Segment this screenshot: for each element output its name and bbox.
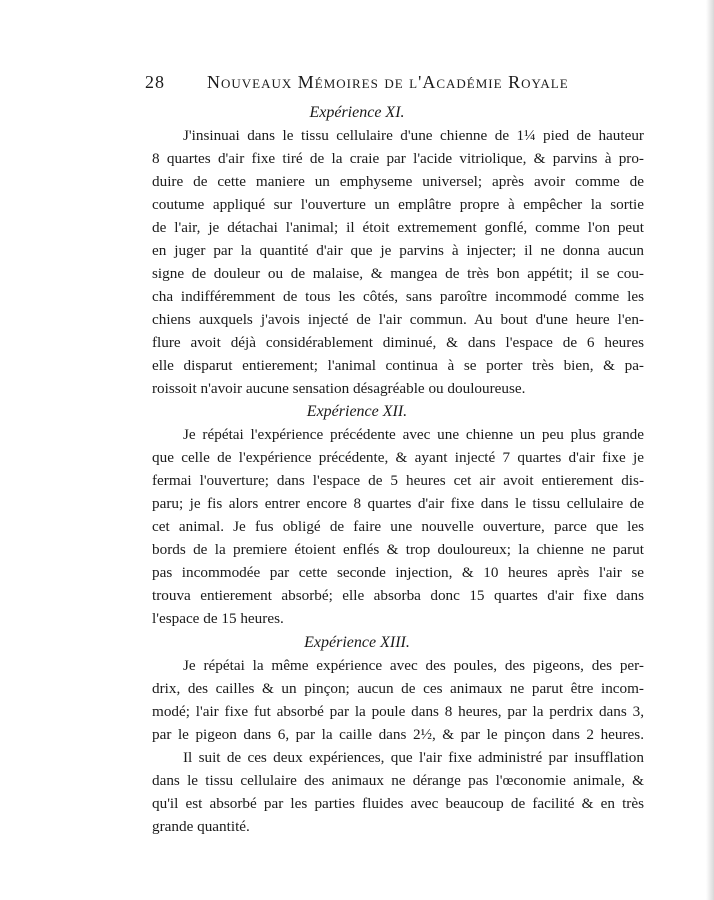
page-header bbox=[145, 72, 615, 93]
running-title: Nouveaux Mémoires de l'Académie Royale bbox=[207, 72, 569, 92]
page-edge-shadow bbox=[706, 0, 714, 900]
text-line: que celle de l'expérience précédente, & ayant injecté 7 quartes d'air fixe je bbox=[152, 449, 644, 466]
section-title-xi: Expérience XI. bbox=[309, 104, 405, 121]
text-line: Je répétai l'expérience précédente avec une chienne un peu plus grande bbox=[183, 426, 644, 443]
page-number: 28 bbox=[145, 72, 165, 92]
text-line: grande quantité. bbox=[152, 818, 250, 835]
text-line: roissoit n'avoir aucune sensation désagréable ou douloureuse. bbox=[152, 380, 526, 397]
text-line: elle disparut entierement; l'animal continua à se porter très bien, & pa- bbox=[152, 357, 644, 374]
text-line: fermai l'ouverture; dans l'espace de 5 heures cet air avoit entierement dis- bbox=[152, 472, 644, 489]
text-line: cet animal. Je fus obligé de faire une nouvelle ouverture, parce que les bbox=[152, 518, 644, 535]
text-line: trouva entierement absorbé; elle absorba donc 15 quartes d'air fixe dans bbox=[152, 587, 644, 604]
text-line: par le pigeon dans 6, par la caille dans 2½, & par le pinçon dans 2 heures. bbox=[152, 726, 644, 743]
text-line: l'espace de 15 heures. bbox=[152, 610, 284, 627]
text-line: duire de cette maniere un emphyseme universel; après avoir comme de bbox=[152, 173, 644, 190]
text-line: bords de la premiere étoient enflés & trop douloureux; la chienne ne parut bbox=[152, 541, 644, 558]
text-line: modé; l'air fixe fut absorbé par la poule dans 8 heures, par la perdrix dans 3, bbox=[152, 703, 644, 720]
text-line: pas incommodée par cette seconde injection, & 10 heures après l'air se bbox=[152, 564, 644, 581]
text-line: cha indifféremment de tous les côtés, sans paroître incommodé comme les bbox=[152, 288, 644, 305]
section-title-xiii: Expérience XIII. bbox=[304, 634, 410, 651]
text-line: qu'il est absorbé par les parties fluides avec beaucoup de facilité & en très bbox=[152, 795, 644, 812]
text-line: signe de douleur ou de malaise, & mangea de très bon appétit; il se cou- bbox=[152, 265, 644, 282]
text-line: drix, des cailles & un pinçon; aucun de ces animaux ne parut être incom- bbox=[152, 680, 644, 697]
text-line: dans le tissu cellulaire des animaux ne dérange pas l'œconomie animale, & bbox=[152, 772, 644, 789]
text-line: chiens auxquels j'avois injecté de l'air commun. Au bout d'une heure l'en- bbox=[152, 311, 644, 328]
text-line: Il suit de ces deux expériences, que l'air fixe administré par insufflation bbox=[183, 749, 644, 766]
text-line: J'insinuai dans le tissu cellulaire d'une chienne de 1¼ pied de hauteur bbox=[183, 127, 644, 144]
text-line: paru; je fis alors entrer encore 8 quartes d'air fixe dans le tissu cellulaire de bbox=[152, 495, 644, 512]
section-title-xii: Expérience XII. bbox=[306, 403, 408, 420]
text-line: coutume appliqué sur l'ouverture un emplâtre propre à empêcher la sortie bbox=[152, 196, 644, 213]
text-line: en juger par la quantité d'air que je parvins à injecter; il ne donna aucun bbox=[152, 242, 644, 259]
text-line: de l'air, je détachai l'animal; il étoit extremement gonflé, comme l'on peut bbox=[152, 219, 644, 236]
text-line: 8 quartes d'air fixe tiré de la craie par l'acide vitriolique, & parvins à pro- bbox=[152, 150, 644, 167]
text-line: Je répétai la même expérience avec des poules, des pigeons, des per- bbox=[183, 657, 644, 674]
text-line: flure avoit déjà considérablement diminué, & dans l'espace de 6 heures bbox=[152, 334, 644, 351]
